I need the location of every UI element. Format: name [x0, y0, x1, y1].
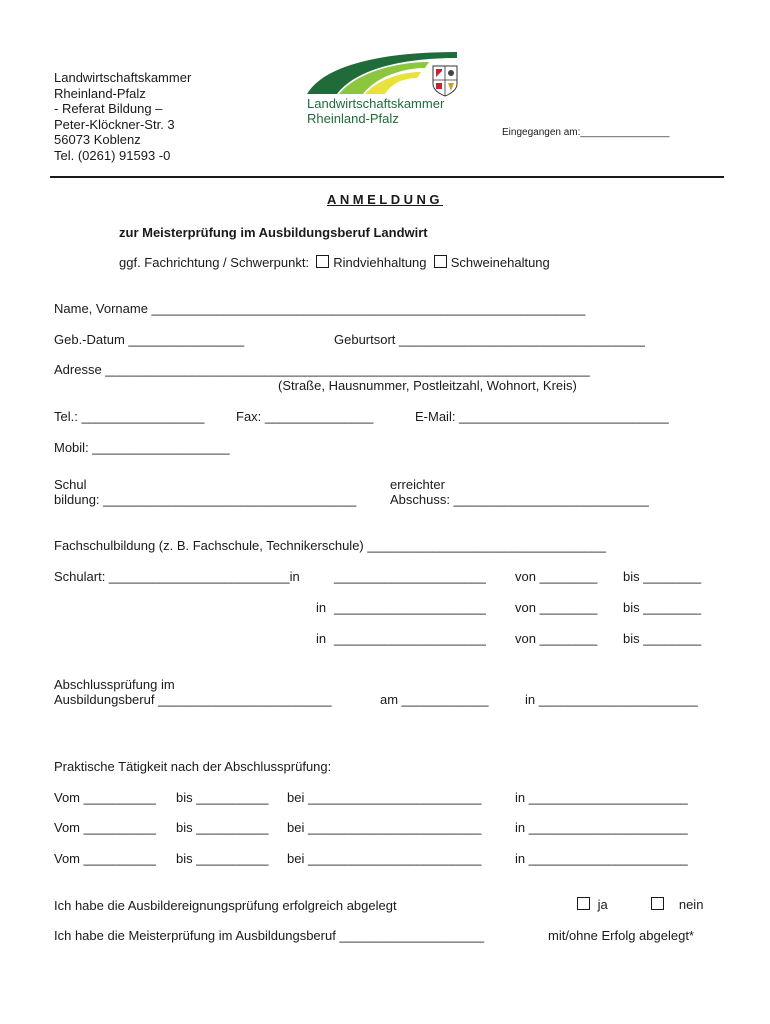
- address-line: Landwirtschaftskammer: [54, 70, 192, 85]
- logo-graphic: [305, 50, 465, 128]
- birthdate-field[interactable]: Geb.-Datum ________________: [54, 332, 245, 347]
- practical-employer-field[interactable]: bei ________________________: [287, 851, 482, 866]
- form-title: ANMELDUNG: [327, 192, 443, 207]
- school-from-field[interactable]: von ________: [515, 569, 598, 584]
- form-subtitle: zur Meisterprüfung im Ausbildungsberuf Landwirt: [119, 225, 428, 240]
- practical-from-field[interactable]: Vom __________: [54, 851, 156, 866]
- trainer-exam-yes-label: ja: [597, 897, 608, 912]
- email-field[interactable]: E-Mail: _____________________________: [415, 409, 669, 424]
- school-to-field[interactable]: bis ________: [623, 569, 702, 584]
- school-from-field[interactable]: von ________: [515, 600, 598, 615]
- logo-text-line2: Rheinland-Pfalz: [307, 111, 399, 126]
- master-exam-field[interactable]: Ich habe die Meisterprüfung im Ausbildungsberuf ____________________: [54, 928, 485, 943]
- name-field[interactable]: Name, Vorname ____________________________________________________________: [54, 301, 586, 316]
- sender-address: [54, 70, 191, 163]
- practical-heading: Praktische Tätigkeit nach der Abschlussprüfung:: [54, 759, 332, 774]
- schooling-label: Schul: [54, 477, 87, 492]
- school-from-field[interactable]: von ________: [515, 631, 598, 646]
- practical-to-field[interactable]: bis __________: [176, 790, 269, 805]
- address-line: 56073 Koblenz: [54, 132, 141, 147]
- specialization-label: ggf. Fachrichtung / Schwerpunkt:: [119, 255, 310, 270]
- school-location-field[interactable]: _____________________: [334, 631, 486, 646]
- rindviehhaltung-checkbox[interactable]: [316, 255, 329, 268]
- schooling-field[interactable]: bildung: ___________________________________: [54, 492, 357, 507]
- practical-from-field[interactable]: Vom __________: [54, 820, 156, 835]
- practical-to-field[interactable]: bis __________: [176, 820, 269, 835]
- practical-from-field[interactable]: Vom __________: [54, 790, 156, 805]
- address-hint: (Straße, Hausnummer, Postleitzahl, Wohnort, Kreis): [278, 378, 577, 393]
- schweinehaltung-label: Schweinehaltung: [450, 255, 550, 270]
- final-exam-date-field[interactable]: am ____________: [380, 692, 489, 707]
- final-exam-location-field[interactable]: in ______________________: [525, 692, 698, 707]
- header-divider: [50, 176, 724, 178]
- address-line: Rheinland-Pfalz: [54, 85, 146, 101]
- school-to-field[interactable]: bis ________: [623, 600, 702, 615]
- rindviehhaltung-label: Rindviehhaltung: [333, 255, 427, 270]
- trainer-exam-no-label: nein: [678, 897, 704, 912]
- address-field[interactable]: Adresse ___________________________________________________________________: [54, 362, 590, 377]
- schweinehaltung-checkbox[interactable]: [434, 255, 447, 268]
- school-location-field[interactable]: _____________________: [334, 600, 486, 615]
- final-exam-label: Abschlussprüfung im: [54, 677, 175, 692]
- trainer-exam-no: [651, 897, 703, 912]
- school-location-field[interactable]: _____________________: [334, 569, 486, 584]
- address-line: - Referat Bildung –: [54, 101, 163, 116]
- organization-logo: [305, 50, 465, 128]
- coat-of-arms-icon: [433, 66, 457, 96]
- received-date-field[interactable]: Eingegangen am:________________: [502, 127, 670, 138]
- school-type-field[interactable]: Schulart: _________________________in: [54, 569, 300, 584]
- phone-field[interactable]: Tel.: _________________: [54, 409, 205, 424]
- specialization-row: [119, 255, 550, 270]
- logo-text-line1: Landwirtschaftskammer: [307, 96, 445, 111]
- degree-label: erreichter: [390, 477, 445, 492]
- address-line: Peter-Klöckner-Str. 3: [54, 116, 175, 132]
- practical-location-field[interactable]: in ______________________: [515, 790, 688, 805]
- practical-employer-field[interactable]: bei ________________________: [287, 820, 482, 835]
- master-exam-result: mit/ohne Erfolg abgelegt*: [548, 928, 694, 943]
- school-to-field[interactable]: bis ________: [623, 631, 702, 646]
- trainer-exam-yes-checkbox[interactable]: [577, 897, 590, 910]
- final-exam-profession-field[interactable]: Ausbildungsberuf ________________________: [54, 692, 332, 707]
- birthplace-field[interactable]: Geburtsort __________________________________: [334, 332, 645, 347]
- practical-location-field[interactable]: in ______________________: [515, 851, 688, 866]
- practical-location-field[interactable]: in ______________________: [515, 820, 688, 835]
- mobile-field[interactable]: Mobil: ___________________: [54, 440, 230, 455]
- address-line: Tel. (0261) 91593 -0: [54, 147, 171, 163]
- practical-employer-field[interactable]: bei ________________________: [287, 790, 482, 805]
- degree-field[interactable]: Abschuss: ___________________________: [390, 492, 649, 507]
- fax-field[interactable]: Fax: _______________: [236, 409, 374, 424]
- technical-school-field[interactable]: Fachschulbildung (z. B. Fachschule, Technikerschule) _________________________________: [54, 538, 606, 553]
- school-in-label: in: [316, 631, 327, 646]
- trainer-exam-yes: [577, 897, 608, 912]
- practical-to-field[interactable]: bis __________: [176, 851, 269, 866]
- trainer-exam-statement: Ich habe die Ausbildereignungsprüfung erfolgreich abgelegt: [54, 898, 397, 913]
- trainer-exam-no-checkbox[interactable]: [651, 897, 664, 910]
- school-in-label: in: [316, 600, 327, 615]
